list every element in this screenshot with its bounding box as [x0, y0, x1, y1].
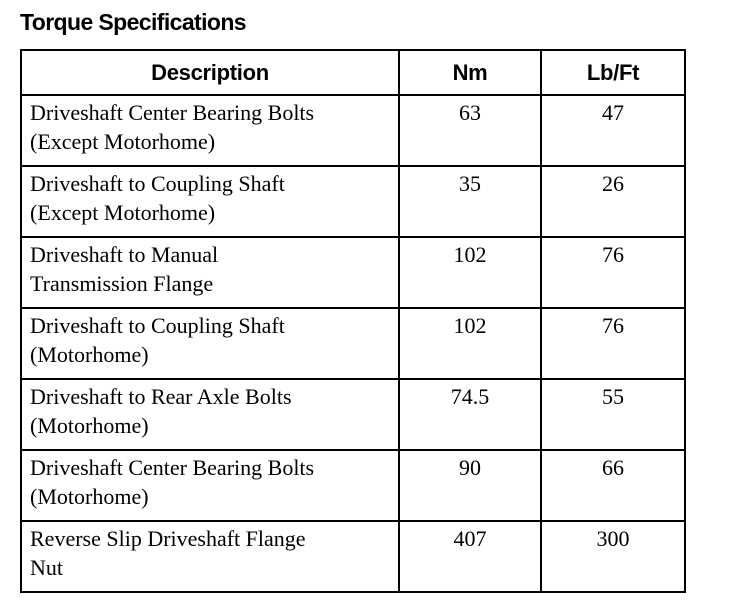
row-description: Driveshaft to Manual Transmission Flange [21, 237, 399, 308]
table-row [21, 308, 685, 379]
row-nm-value: 102 [399, 308, 541, 379]
row-description: Driveshaft to Coupling Shaft (Motorhome) [21, 308, 399, 379]
column-header-nm: Nm [399, 50, 541, 95]
column-header-lbft: Lb/Ft [541, 50, 685, 95]
row-lbft-value: 47 [541, 95, 685, 166]
row-lbft-value: 300 [541, 521, 685, 592]
row-lbft-value: 76 [541, 308, 685, 379]
row-description: Driveshaft Center Bearing Bolts (Except Motorhome) [21, 95, 399, 166]
row-description: Driveshaft Center Bearing Bolts (Motorhome) [21, 450, 399, 521]
table-row [21, 95, 685, 166]
table-row [21, 166, 685, 237]
row-nm-value: 102 [399, 237, 541, 308]
row-description: Reverse Slip Driveshaft Flange Nut [21, 521, 399, 592]
row-lbft-value: 76 [541, 237, 685, 308]
row-description: Driveshaft to Coupling Shaft (Except Motorhome) [21, 166, 399, 237]
row-nm-value: 63 [399, 95, 541, 166]
table-header-row [21, 50, 685, 95]
table-row [21, 450, 685, 521]
table-row [21, 237, 685, 308]
column-header-description: Description [21, 50, 399, 95]
row-description: Driveshaft to Rear Axle Bolts (Motorhome) [21, 379, 399, 450]
row-lbft-value: 26 [541, 166, 685, 237]
row-nm-value: 407 [399, 521, 541, 592]
page-title: Torque Specifications [20, 9, 246, 35]
torque-spec-table [20, 49, 686, 593]
table-row [21, 521, 685, 592]
row-nm-value: 35 [399, 166, 541, 237]
row-nm-value: 90 [399, 450, 541, 521]
row-lbft-value: 55 [541, 379, 685, 450]
row-lbft-value: 66 [541, 450, 685, 521]
row-nm-value: 74.5 [399, 379, 541, 450]
table-row [21, 379, 685, 450]
